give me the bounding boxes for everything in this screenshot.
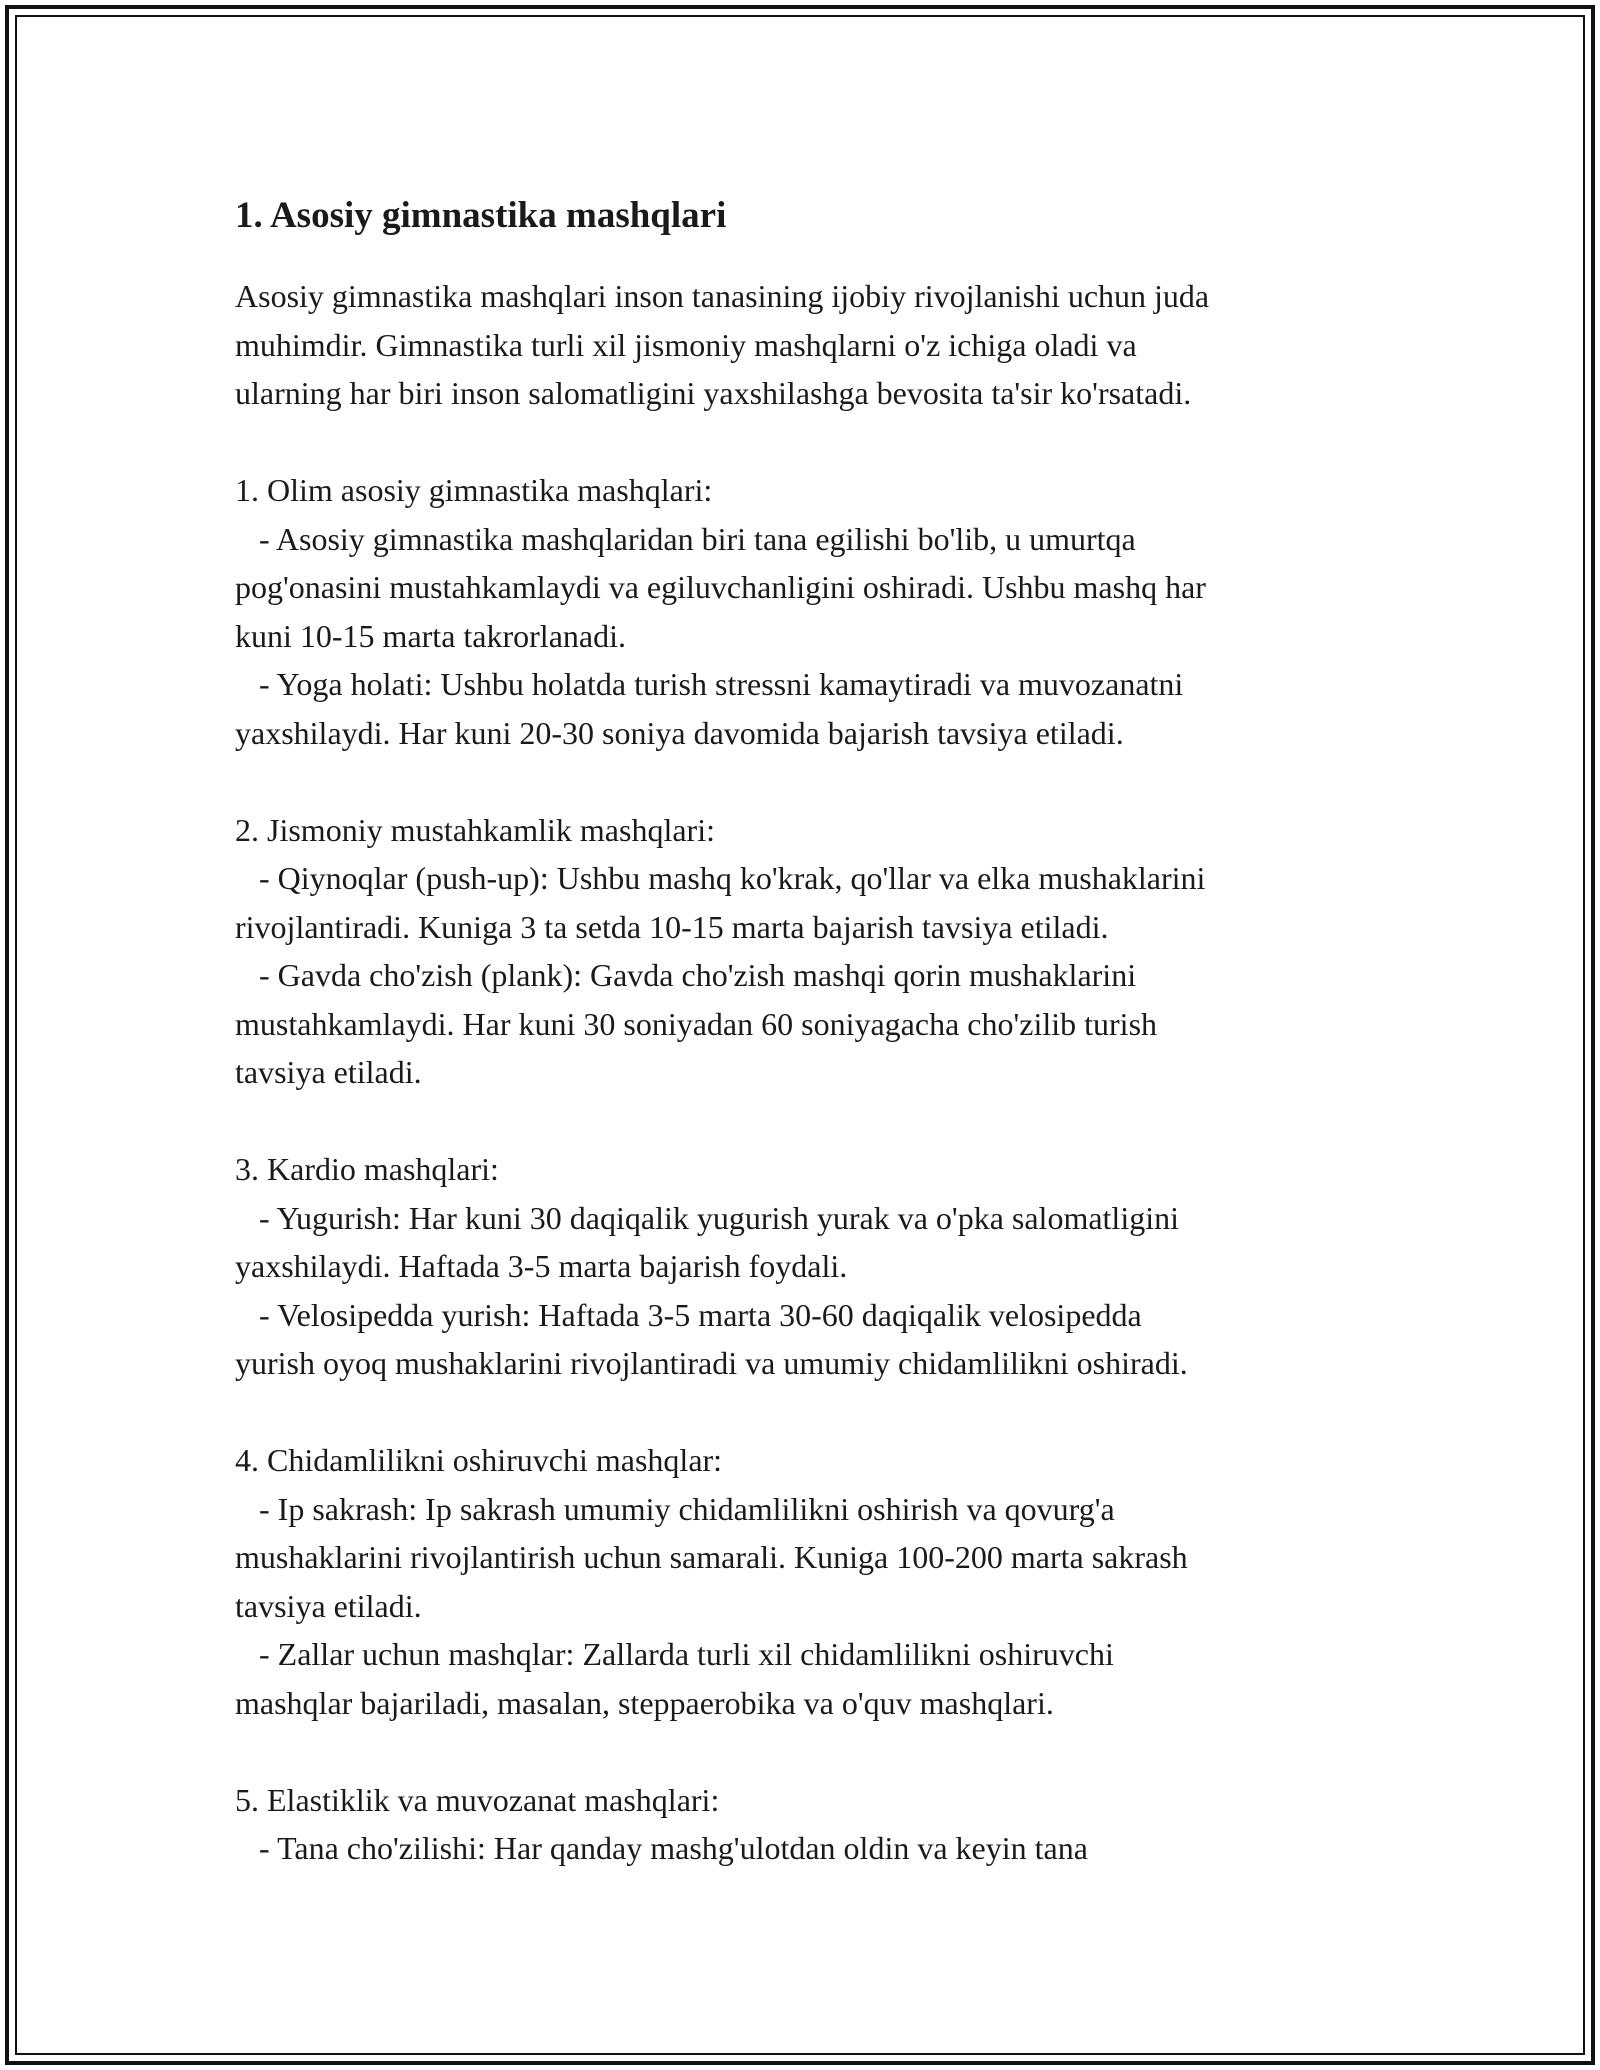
document-title: 1. Asosiy gimnastika mashqlari	[235, 195, 727, 236]
document-content	[235, 188, 1365, 1873]
document-body: Asosiy gimnastika mashqlari inson tanasining ijobiy rivojlanishi uchun juda muhimdir. Gimnastika turli xil jismoniy mashqlarni o'z ichiga oladi va ularning har biri inson salomatligini yaxshilashga bevosita ta'sir ko'rsatadi. 1. Olim asosiy gimnastika mashqlari: - Asosiy gimnastika mashqlaridan biri tana egilishi bo'lib, u umurtqa pog'onasini mustahkamlaydi va egiluvchanligini oshiradi. Ushbu mashq har kuni 10-15 marta takrorlanadi. - Yoga holati: Ushbu holatda turish stressni kamaytiradi va muvozanatni yaxshilaydi. Har kuni 20-30 soniya davomida bajarish tavsiya etiladi. 2. Jismoniy mustahkamlik mashqlari: - Qiynoqlar (push-up): Ushbu mashq ko'krak, qo'llar va elka mushaklarini rivojlantiradi. Kuniga 3 ta setda 10-15 marta bajarish tavsiya etiladi. - Gavda cho'zish (plank): Gavda cho'zish mashqi qorin mushaklarini mustahkamlaydi. Har kuni 30 soniyadan 60 soniyagacha cho'zilib turish tavsiya etiladi. 3. Kardio mashqlari: - Yugurish: Har kuni 30 daqiqalik yugurish yurak va o'pka salomatligini yaxshilaydi. Haftada 3-5 marta bajarish foydali. - Velosipedda yurish: Haftada 3-5 marta 30-60 daqiqalik velosipedda yurish oyoq mushaklarini rivojlantiradi va umumiy chidamlilikni oshiradi. 4. Chidamlilikni oshiruvchi mashqlar: - Ip sakrash: Ip sakrash umumiy chidamlilikni oshirish va qovurg'a mushaklarini rivojlantirish uchun samarali. Kuniga 100-200 marta sakrash tavsiya etiladi. - Zallar uchun mashqlar: Zallarda turli xil chidamlilikni oshiruvchi mashqlar bajariladi, masalan, steppaerobika va o'quv mashqlari. 5. Elastiklik va muvozanat mashqlari: - Tana cho'zilishi: Har qanday mashg'ulotdan oldin va keyin tana	[235, 278, 1210, 1866]
